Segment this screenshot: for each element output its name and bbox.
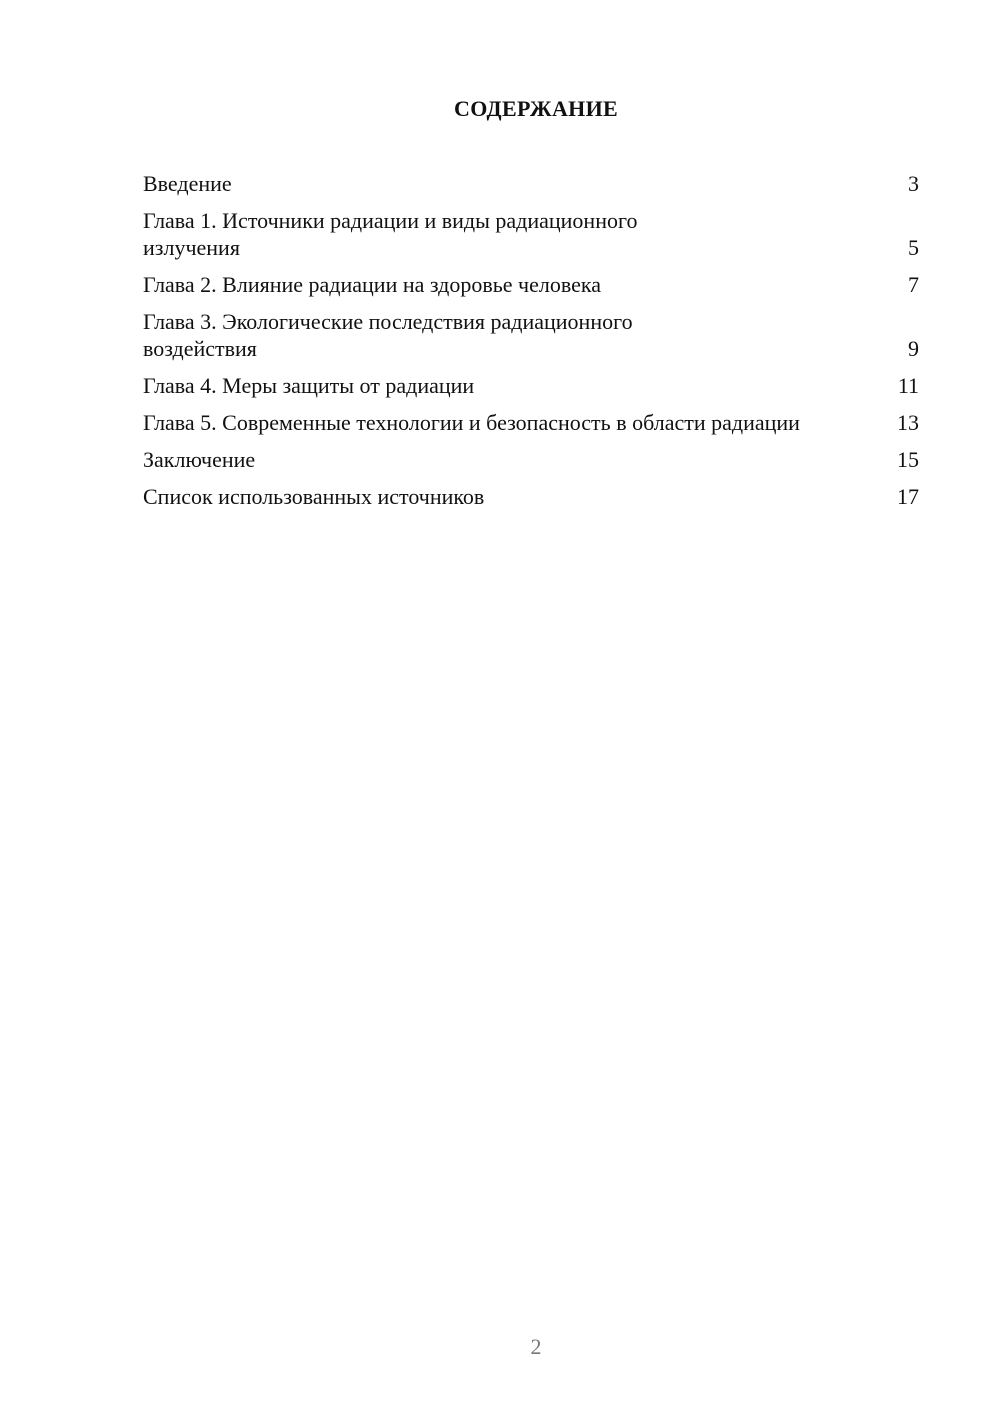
page-title: СОДЕРЖАНИЕ <box>454 96 618 121</box>
page-number: 2 <box>530 1334 542 1359</box>
toc-entry-page: 3 <box>908 171 919 196</box>
toc-entry-title: Глава 2. Влияние радиации на здоровье человека <box>143 272 602 297</box>
toc-entry-title: Глава 5. Современные технологии и безопасность в области радиации <box>143 410 800 435</box>
toc-entry-page: 15 <box>897 447 919 472</box>
toc-entry-title: Глава 3. Экологические последствия радиационного воздействия <box>143 309 633 361</box>
toc-entry-conclusion <box>143 446 919 473</box>
toc-entry-title: Глава 4. Меры защиты от радиации <box>143 373 475 398</box>
toc-entry-chapter-5 <box>143 409 919 436</box>
toc-entry-chapter-2 <box>143 271 919 298</box>
toc-entry-title: Заключение <box>143 447 256 472</box>
toc-entry-page: 5 <box>908 235 919 260</box>
toc-entry-title: Список использованных источников <box>143 484 485 509</box>
toc-entry-chapter-1 <box>143 207 919 261</box>
toc-entry-chapter-4 <box>143 372 919 399</box>
toc-entry-chapter-3 <box>143 308 919 362</box>
toc-entry-page: 9 <box>908 336 919 361</box>
toc-entry-page: 17 <box>897 484 919 509</box>
toc-entry-title: Глава 1. Источники радиации и виды радиационного излучения <box>143 208 638 260</box>
table-of-contents <box>143 170 919 520</box>
toc-entry-page: 7 <box>908 272 919 297</box>
toc-entry-page: 13 <box>897 410 919 435</box>
toc-entry-page: 11 <box>897 373 919 398</box>
toc-entry-references <box>143 483 919 510</box>
toc-entry-introduction <box>143 170 919 197</box>
toc-entry-title: Введение <box>143 171 232 196</box>
